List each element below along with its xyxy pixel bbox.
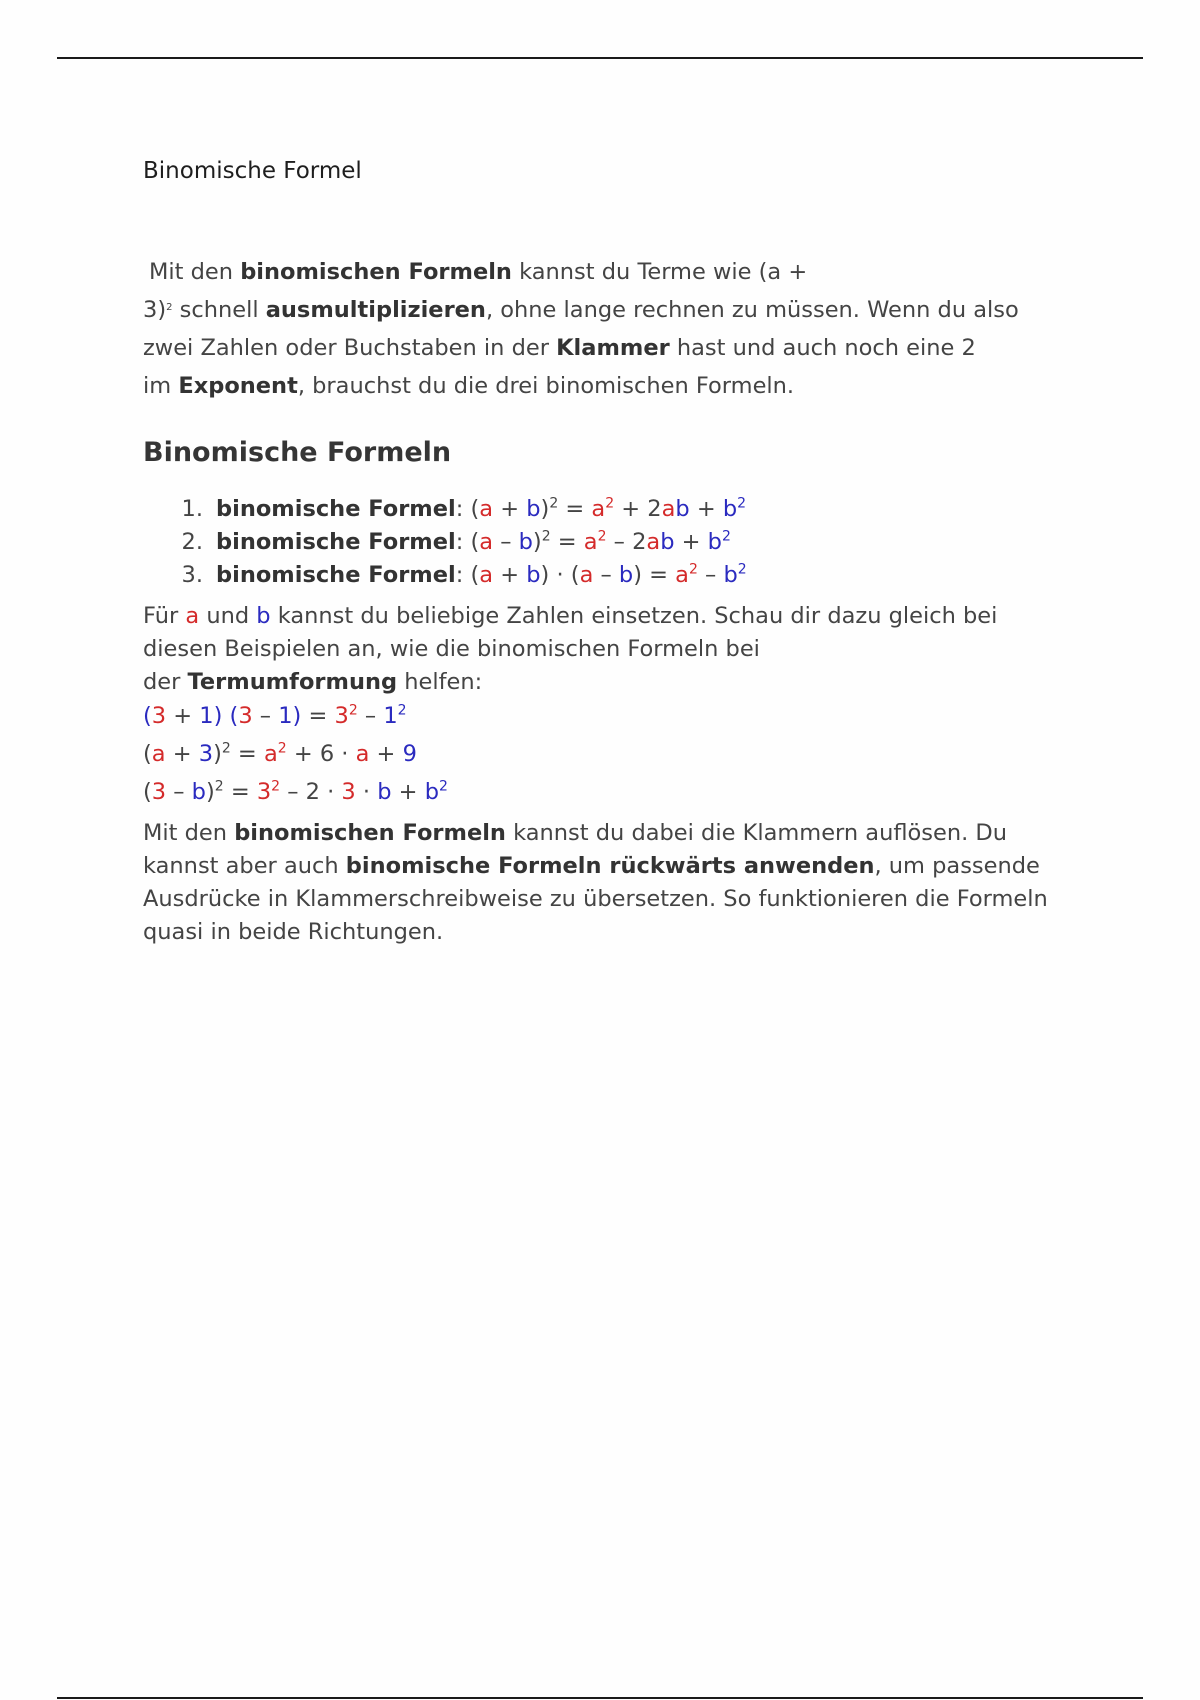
ex-part: = [223, 779, 257, 805]
formula-part: ( [570, 562, 580, 588]
ex-part: = [301, 703, 335, 729]
ex-part: a [263, 741, 278, 767]
formula-label: binomische Formel [216, 496, 456, 522]
formula-part: + [493, 496, 527, 522]
exponent: 2 [541, 528, 551, 545]
ex-part: – [252, 703, 279, 729]
body-text: Ausdrücke in Klammerschreibweise zu übersetzen. So funktionieren die Formeln [143, 886, 1048, 912]
ex-part: b [424, 779, 439, 805]
formula-part: · [549, 562, 571, 588]
formula-part: ( [470, 496, 480, 522]
formula-part: + [493, 562, 527, 588]
formula-part: ) [540, 496, 550, 522]
list-item [143, 526, 747, 559]
closing-paragraph [143, 817, 1093, 949]
var-b: b [526, 496, 541, 522]
ex-part: – 2 · [280, 779, 342, 805]
var-a: a [661, 496, 676, 522]
ex-part: 3 [334, 703, 349, 729]
formula-part: ) [633, 562, 642, 588]
formula-part: ( [470, 529, 480, 555]
ex-part: ) [213, 703, 223, 729]
intro-bold: ausmultiplizieren [265, 297, 486, 323]
formula-part: + 2 [614, 496, 662, 522]
intro-text: hast und auch noch eine 2 [669, 335, 976, 361]
intro-text: , brauchst du die drei binomischen Formeln. [297, 373, 795, 399]
exponent: 2 [721, 528, 731, 545]
body-text: diesen Beispielen an, wie die binomischen Formeln bei [143, 636, 760, 662]
exponent: 2 [397, 702, 407, 719]
ex-part: · [355, 779, 378, 805]
formula-label: binomische Formel [216, 562, 456, 588]
ex-part: 3 [151, 703, 167, 729]
ex-part: ) [213, 741, 222, 767]
list-number: 1. [181, 496, 203, 522]
intro-bold: Exponent [178, 373, 298, 399]
list-number: 3. [181, 562, 203, 588]
exponent: 2 [271, 778, 281, 795]
intro-text: im [143, 373, 179, 399]
var-b: b [722, 496, 738, 522]
var-b: b [723, 562, 738, 588]
formula-part: = [558, 496, 592, 522]
top-rule [57, 57, 1143, 59]
formula-part: ) [540, 562, 550, 588]
intro-text: schnell [172, 297, 266, 323]
exponent: 2 [605, 495, 615, 512]
body-text: kannst aber auch [143, 853, 346, 879]
var-b: b [618, 562, 634, 588]
body-text: kannst du beliebige Zahlen einsetzen. Schau dir dazu gleich bei [270, 603, 998, 629]
formula-part: + [674, 529, 708, 555]
ex-part [222, 703, 229, 729]
body-text: kannst du dabei die Klammern auflösen. Du [505, 820, 1008, 846]
ex-part: + 6 · [286, 741, 356, 767]
ex-part: ) [205, 779, 215, 805]
var-a: a [185, 603, 200, 629]
exponent: 2 [737, 495, 747, 512]
ex-part: a [151, 741, 166, 767]
formula-part: = [642, 562, 676, 588]
ex-part: 3 [341, 779, 356, 805]
body-text: und [199, 603, 257, 629]
ex-part: ) [292, 703, 302, 729]
body-text: der [143, 669, 188, 695]
ex-part: 3 [151, 779, 167, 805]
intro-bold: binomischen Formeln [240, 259, 512, 285]
exponent: 2 [549, 495, 559, 512]
ex-part: 1 [278, 703, 293, 729]
ex-part: ( [229, 703, 239, 729]
intro-superscript: 2 [166, 302, 173, 313]
formula-part: – 2 [606, 529, 647, 555]
formula-label: binomische Formel [216, 529, 456, 555]
exponent: 2 [221, 740, 231, 757]
ex-part: 9 [402, 741, 417, 767]
formula-part: – [593, 562, 619, 588]
exponent: 2 [348, 702, 358, 719]
ex-part: ( [143, 741, 152, 767]
body-bold: binomischen Formeln [234, 820, 506, 846]
var-b: b [526, 562, 541, 588]
intro-paragraph [143, 253, 1043, 405]
intro-bold: Klammer [556, 335, 670, 361]
exponent: 2 [737, 561, 747, 578]
formula-colon: : [455, 562, 464, 588]
ex-part: 3 [238, 703, 253, 729]
formula-colon: : [455, 529, 464, 555]
example-1 [143, 703, 407, 729]
formula-part: – [697, 562, 724, 588]
ex-part: b [191, 779, 206, 805]
formula-part: ( [470, 562, 480, 588]
var-a: a [591, 496, 606, 522]
ex-part: + [391, 779, 425, 805]
var-b: b [707, 529, 722, 555]
var-a: a [479, 529, 494, 555]
ex-part: – [166, 779, 192, 805]
ex-part: 1 [199, 703, 214, 729]
ex-part: – [357, 703, 384, 729]
var-b: b [675, 496, 690, 522]
var-b: b [660, 529, 675, 555]
body-bold: binomische Formeln rückwärts anwenden [345, 853, 875, 879]
list-item [143, 559, 747, 592]
example-2 [143, 741, 417, 767]
exponent: 2 [214, 778, 224, 795]
ex-part: 1 [383, 703, 398, 729]
intro-text: 3) [143, 297, 167, 323]
list-number: 2. [181, 529, 203, 555]
page-title: Binomische Formel [143, 158, 362, 184]
body-text: quasi in beide Richtungen. [143, 919, 444, 945]
var-b: b [256, 603, 271, 629]
ex-part: = [230, 741, 264, 767]
var-a: a [583, 529, 598, 555]
ex-part: b [377, 779, 392, 805]
exponent: 2 [438, 778, 448, 795]
example-3 [143, 779, 448, 805]
ex-part: ( [143, 779, 152, 805]
var-a: a [579, 562, 594, 588]
section-heading: Binomische Formeln [143, 437, 452, 468]
intro-text: kannst du Terme wie (a + [511, 259, 808, 285]
var-a: a [479, 562, 494, 588]
var-a: a [646, 529, 661, 555]
body-text: helfen: [397, 669, 483, 695]
ex-part: + [369, 741, 403, 767]
var-a: a [479, 496, 494, 522]
body-text: , um passende [874, 853, 1040, 879]
exponent: 2 [277, 740, 287, 757]
explanation-paragraph [143, 600, 1093, 699]
ex-part: + [166, 703, 200, 729]
intro-text: Mit den [149, 259, 241, 285]
body-bold: Termumformung [187, 669, 398, 695]
ex-part: + [165, 741, 199, 767]
exponent: 2 [688, 561, 698, 578]
body-text: Mit den [143, 820, 235, 846]
ex-part: 3 [198, 741, 214, 767]
body-text: Für [143, 603, 186, 629]
formula-list [143, 493, 747, 592]
exponent: 2 [597, 528, 607, 545]
bottom-rule [57, 1697, 1143, 1699]
ex-part: a [355, 741, 370, 767]
intro-text: zwei Zahlen oder Buchstaben in der [143, 335, 557, 361]
ex-part: ( [143, 703, 152, 729]
formula-part: = [550, 529, 584, 555]
intro-text: , ohne lange rechnen zu müssen. Wenn du also [485, 297, 1019, 323]
var-b: b [518, 529, 533, 555]
ex-part: 3 [256, 779, 272, 805]
formula-colon: : [455, 496, 464, 522]
formula-part: – [493, 529, 519, 555]
var-a: a [675, 562, 689, 588]
formula-part: ) [532, 529, 542, 555]
formula-part: + [689, 496, 723, 522]
list-item [143, 493, 747, 526]
